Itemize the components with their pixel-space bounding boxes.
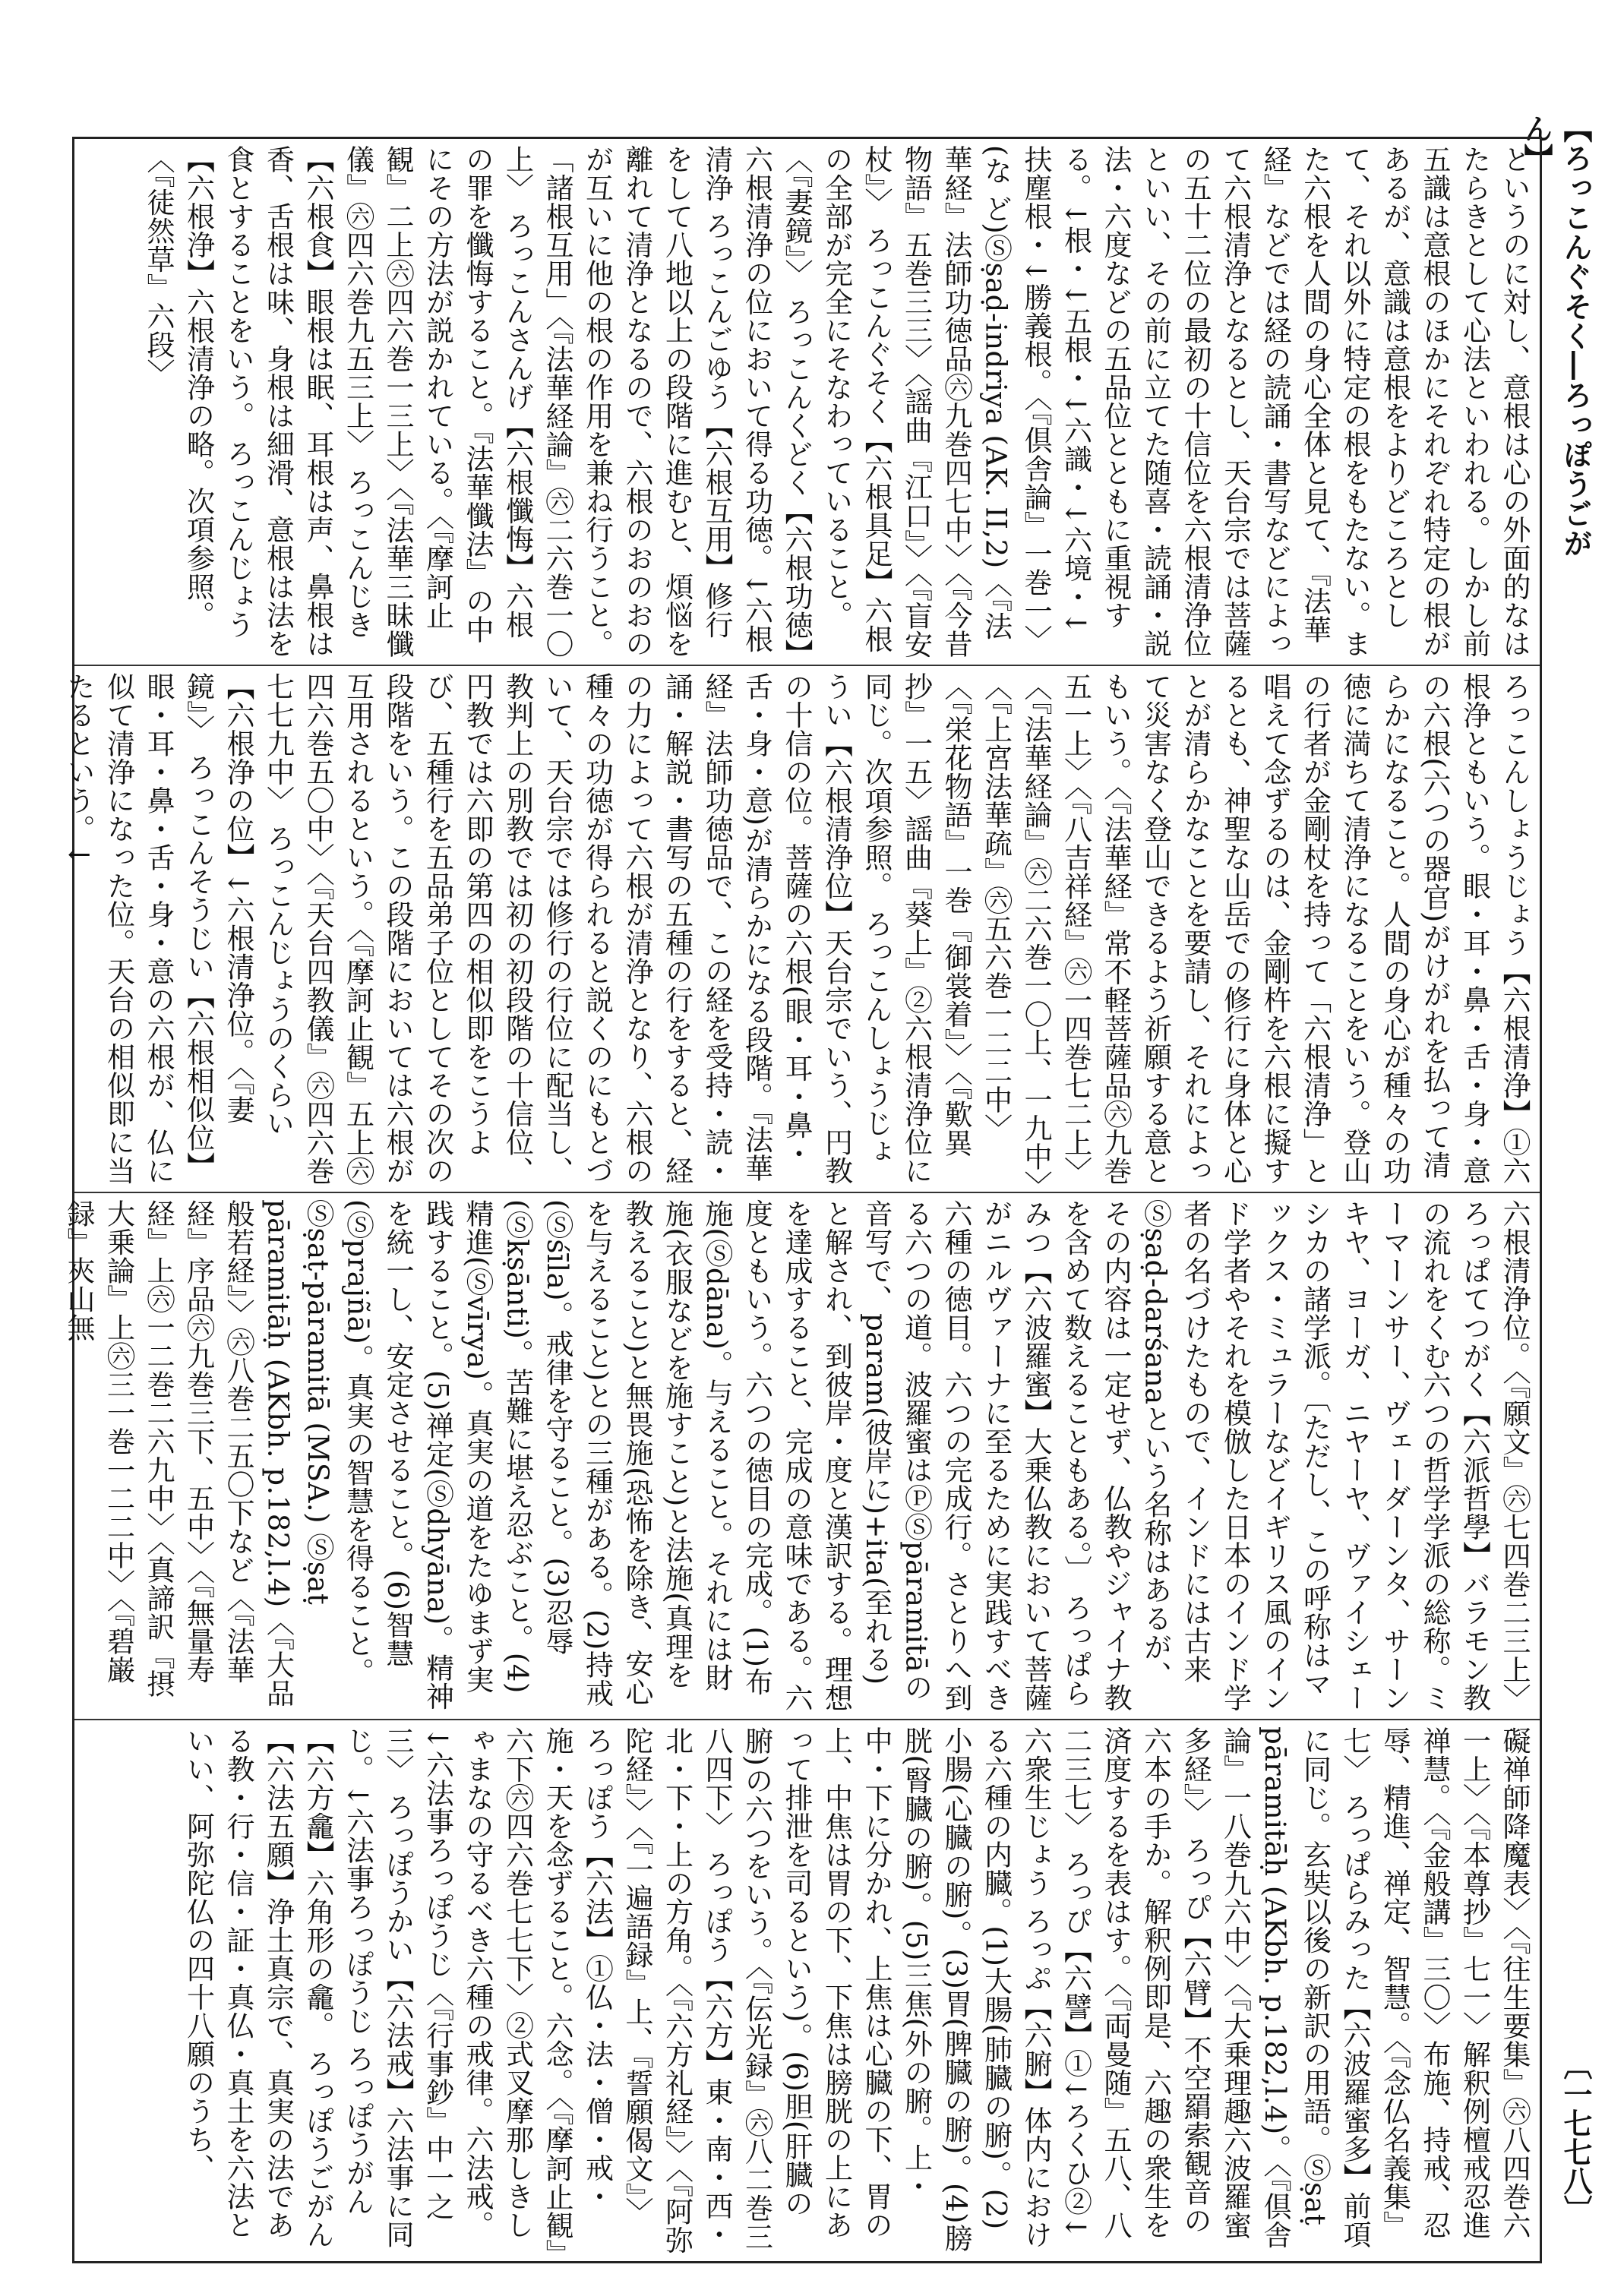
tier-2	[62, 672, 1534, 1186]
tier-4-paragraph: 礙禅師降魔表〉〈『往生要集』㊅八四巻六一上〉〈『本尊抄』七一〉解釈例檀戒忍進禅慧。〈『金般講』三〇〉布施、持戒、忍辱、精進、禅定、智慧。〈『念仏名義集』七〉 ろっぱらみった【六波羅蜜多】前項に同じ。玄奘以後の新訳の用語。Ⓢṣaṭ pāramitāḥ (AKbh. p.182,l.4)。〈『倶舎論』一八巻九六中〉〈『大乗理趣六波羅蜜多経』〉 ろっぴ【六臂】不空羂索観音の六本の手か。解釈例即是、六趣の衆生を済度するを表はす。〈『両曼随』五八、八二三七〉 ろっぴ【六譬】①↓ろくひ②↓六衆生じょう ろっぷ【六腑】体内における六種の内臓。(1)大腸(肺臓の腑)。(2)小腸(心臓の腑)。(3)胃(脾臓の腑)。(4)膀胱(腎臓の腑)。(5)三焦(外の腑。上・中・下に分かれ、上焦は心臓の下、胃の上、中焦は胃の下、下焦は膀胱の上にあって排泄を司るという)。(6)胆(肝臓の腑)の六つをいう。〈『伝光録』㊅八二巻三八四下〉 ろっぽう【六方】東・南・西・北・下・上の方角。〈『六方礼経』〉〈『阿弥陀経』〉〈『一遍語録』上、『誓願偈文』〉 ろっぽう【六法】①仏・法・僧・戒・施・天を念ずること。六念。〈『摩訶止観』六下㊅四六巻七七下〉②式叉摩那しきしゃまなの守るべき六種の戒律。六法戒。↓六法事ろっぽうじ〈『行事鈔』中一之三〉 ろっぽうかい【六法戒】六法事に同じ。↓六法事ろっぽうじ ろっぽうがん【六方龕】六角形の龕。 ろっぽうごがん【六法五願】浄土真宗で、真実の法である教・行・信・証・真仏・真土を六法といい、阿弥陀仏の四十八願のうち、	[182, 1726, 1531, 2254]
running-title: 【ろっこんぐそく―ろっぽうごがん】	[1519, 114, 1593, 558]
page-number: 〔一七七八〕	[1559, 2051, 1593, 2224]
tier-3	[62, 1199, 1534, 1713]
tier-3-text	[62, 1199, 1534, 1713]
page-frame	[62, 137, 1542, 2263]
tier-divider-3	[74, 1719, 1540, 1720]
tier-3-paragraph: 六根清浄位。〈『願文』㊅七四巻二三上〉 ろっぱてつがく【六派哲學】バラモン教の流れをくむ六つの哲学学派の総称。ミーマーンサー、ヴェーダーンタ、サーンキヤ、ヨーガ、ニヤーヤ、ヴァイシェーシカの諸学派。〔ただし、この呼称はマックス・ミュラーなどイギリス風のインド学者やそれを模倣した日本のインド学者の名づけたもので、インドには古来Ⓢṣaḍ-darśanaという名称はあるが、その内容は一定せず、仏教やジャイナ教を含めて数えることもある。〕 ろっぱらみつ【六波羅蜜】大乗仏教において菩薩がニルヴァーナに至るために実践すべき六種の徳目。六つの完成行。さとりへ到る六つの道。波羅蜜はⓅⓈpāramitāの音写で、param(彼岸に)+ita(至れる)と解され、到彼岸・度と漢訳する。理想を達成すること、完成の意味である。六度ともいう。六つの徳目の完成。(1)布施(Ⓢdāna)。与えること。それには財施(衣服などを施すこと)と法施(真理を教えること)と無畏施(恐怖を除き、安心を与えること)との三種がある。(2)持戒(Ⓢśīla)。戒律を守ること。(3)忍辱(Ⓢkṣānti)。苦難に堪え忍ぶこと。(4)精進(Ⓢvīrya)。真実の道をたゆまず実践すること。(5)禅定(Ⓢdhyāna)。精神を統一し、安定させること。(6)智慧(Ⓢprajñā)。真実の智慧を得ること。Ⓢṣaṭ-pāramitā (MSA.) Ⓢṣaṭ pāramitāḥ (AKbh. p.182,l.4)〈『大品般若経』〉㊅八巻二五〇下など〈『法華経』序品㊅九巻三下、五中〉〈『無量寿経』上㊅一二巻二六九中〉〈真諦訳『摂大乗論』上㊅三一巻一二二中〉〈『碧巌録』夾山無	[62, 1199, 1531, 1713]
tier-1-text	[81, 145, 1534, 659]
tier-1	[81, 145, 1534, 659]
tier-2-paragraph: ろっこんしょうじょう【六根清浄】①六根浄ともいう。眼・耳・鼻・舌・身・意の六根(六つの器官)がけがれを払って清らかになること。人間の身心が種々の功徳に満ちて清浄になることをいう。登山の行者が金剛杖を持って「六根清浄」と唱えて念ずるのは、金剛杵を六根に擬するとも、神聖な山岳での修行に身体と心とが清らかなことを要請し、それによって災害なく登山できるよう祈願する意ともいう。〈『法華経』常不軽菩薩品㊅九巻五一上〉〈『八吉祥経』㊅一四巻七二上〉〈『法華経論』㊅二六巻一〇上、一九中〉〈『上宮法華疏』㊅五六巻一二二中〉〈『栄花物語』一巻『御裳着』〉〈『歎異抄』一五〉謡曲『葵上』②六根清浄位に同じ。次項参照。 ろっこんしょうじょうい【六根清浄位】天台宗でいう、円教の十信の位。菩薩の六根(眼・耳・鼻・舌・身・意)が清らかになる段階。『法華経』法師功徳品で、この経を受持・読・誦・解説・書写の五種の行をすると、経の力によって六根が清浄となり、六根の種々の功徳が得られると説くのにもとづいて、天台宗では修行の行位に配当し、教判上の別教では初の初段階の十信位、円教では六即の第四の相似即をこうよび、五種行を五品弟子位としてその次の段階をいう。この段階においては六根が互用されるという。〈『摩訶止観』五上㊅四六巻五〇中〉〈『天台四教儀』㊅四六巻七七九中〉 ろっこんじょうのくらい【六根浄の位】↓六根清浄位。〈『妻鏡』〉 ろっこんそうじい【六根相似位】眼・耳・鼻・舌・身・意の六根が、仏に似て清浄になった位。天台の相似即に当たるという。↓	[62, 672, 1531, 1186]
tier-1-paragraph: というのに対し、意根は心の外面的なはたらきとして心法といわれる。しかし前五識は意根のほかにそれぞれ特定の根があるが、意識は意根をよりどころとして、それ以外に特定の根をもたない。また六根を人間の身心全体と見て、『法華経』などでは経の読誦・書写などによって六根清浄となるとし、天台宗では菩薩の五十二位の最初の十信位を六根清浄位といい、その前に立てた随喜・読誦・説法・六度などの五品位とともに重視する。↓根・↓五根・↓六識・↓六境・↓扶塵根・↓勝義根。〈『倶舎論』一巻一〉(な ど)Ⓢṣaḍ-indriya (AK. II,2)〈『法華経』法師功徳品㊅九巻四七中〉〈『今昔物語』五巻三三〉〈謡曲『江口』〉〈『盲安杖』〉 ろっこんぐそく【六根具足】六根の全部が完全にそなわっていること。〈『妻鏡』〉 ろっこんくどく【六根功徳】六根清浄の位において得る功徳。↓六根清浄 ろっこんごゆう【六根互用】修行をして八地以上の段階に進むと、煩悩を離れて清浄となるので、六根のおのおのが互いに他の根の作用を兼ね行うこと。「諸根互用」〈『法華経論』㊅二六巻一〇上〉 ろっこんさんげ【六根懺悔】六根の罪を懺悔すること。『法華懺法』の中にその方法が説かれている。〈『摩訶止観』二上㊅四六巻一三上〉〈『法華三昧懺儀』㊅四六巻九五三上〉 ろっこんじき【六根食】眼根は眠、耳根は声、鼻根は香、舌根は味、身根は細滑、意根は法を食とすることをいう。 ろっこんじょう【六根浄】六根清浄の略。次項参照。〈『徒然草』六段〉	[142, 145, 1531, 659]
tier-divider-2	[74, 1192, 1540, 1193]
tier-4-text	[81, 1726, 1534, 2255]
tier-divider-1	[74, 665, 1540, 666]
tier-2-text	[62, 672, 1534, 1186]
tier-4	[81, 1726, 1534, 2255]
